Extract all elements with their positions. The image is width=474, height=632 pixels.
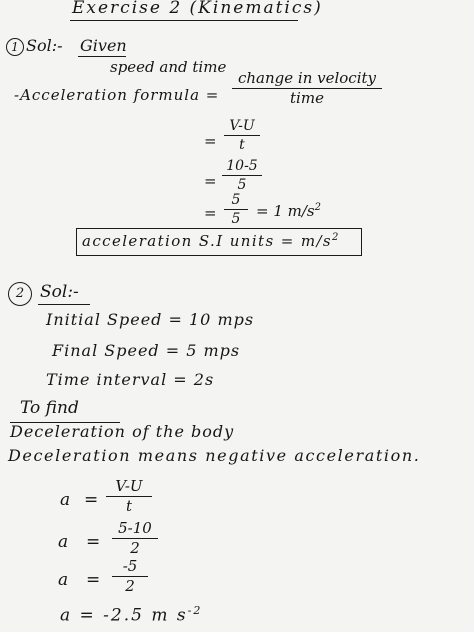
time-interval: Time interval = 2s (46, 370, 215, 389)
si-exponent: 2 (332, 232, 340, 243)
q1-sol-label: Sol:- (26, 36, 63, 55)
q1-given-line: speed and time (110, 58, 227, 76)
final-speed: Final Speed = 5 mps (52, 341, 241, 360)
eq-sign: = (204, 132, 217, 150)
q2-step3-numerator: -5 (122, 557, 138, 575)
fraction-bar (224, 209, 248, 210)
to-find-heading: To find (20, 398, 79, 418)
step1-numerator: V-U (229, 118, 255, 134)
q2-sol-label: Sol:- (40, 282, 79, 302)
si-units-text (82, 232, 340, 250)
eq-sign: = (204, 172, 217, 190)
step3-result (256, 202, 321, 220)
step2-numerator: 10-5 (226, 158, 258, 174)
step3-result-text: = 1 m/s (256, 202, 315, 220)
final-exponent: -2 (187, 604, 203, 617)
q2-step1-fraction (106, 478, 152, 516)
step1-fraction (224, 118, 260, 153)
formula-numerator: change in velocity (237, 69, 377, 87)
q2-number-circle (8, 282, 32, 306)
formula-label: -Acceleration formula = (14, 86, 220, 104)
step2-denominator: 5 (237, 177, 247, 194)
q1-given-label: Given (80, 36, 127, 55)
step3-fraction (224, 192, 248, 227)
si-units-label: acceleration S.I units = m/s (82, 232, 333, 250)
final-answer (60, 604, 202, 626)
eq-sign: = (84, 490, 99, 510)
q2-step1-numerator: V-U (115, 477, 143, 495)
step3-denominator: 5 (231, 211, 241, 228)
meaning-line: Deceleration means negative acceleration. (8, 446, 421, 465)
a-label: a (58, 532, 69, 552)
a-label: a (58, 570, 69, 590)
sol-underline (38, 304, 90, 305)
eq-sign: = (204, 204, 217, 222)
a-label: a (60, 490, 71, 510)
step3-exponent: 2 (314, 202, 321, 213)
page-title: Exercise 2 (Kinematics) (72, 0, 323, 18)
step1-denominator: t (239, 137, 245, 154)
find-line: Deceleration of the body (10, 422, 235, 441)
final-answer-text: a = -2.5 m s (60, 605, 188, 626)
q2-step2-fraction (112, 520, 158, 558)
fraction-bar (222, 175, 262, 176)
q2-step3-fraction (112, 558, 148, 596)
step2-fraction (222, 158, 262, 193)
given-underline (78, 56, 126, 57)
initial-speed: Initial Speed = 10 mps (46, 310, 255, 329)
q2-step2-numerator: 5-10 (118, 519, 152, 537)
q2-step3-denominator: 2 (125, 577, 135, 596)
q1-number: 1 (11, 40, 19, 54)
eq-sign: = (86, 570, 101, 590)
eq-sign: = (86, 532, 101, 552)
q1-number-circle (6, 38, 24, 56)
q2-number: 2 (15, 286, 25, 301)
formula-denominator: time (290, 89, 324, 108)
formula-fraction (232, 70, 382, 108)
q2-step1-denominator: t (125, 497, 133, 516)
title-underline (70, 20, 298, 21)
q2-step2-denominator: 2 (130, 539, 140, 558)
fraction-bar (224, 135, 260, 136)
step3-numerator: 5 (231, 192, 241, 208)
